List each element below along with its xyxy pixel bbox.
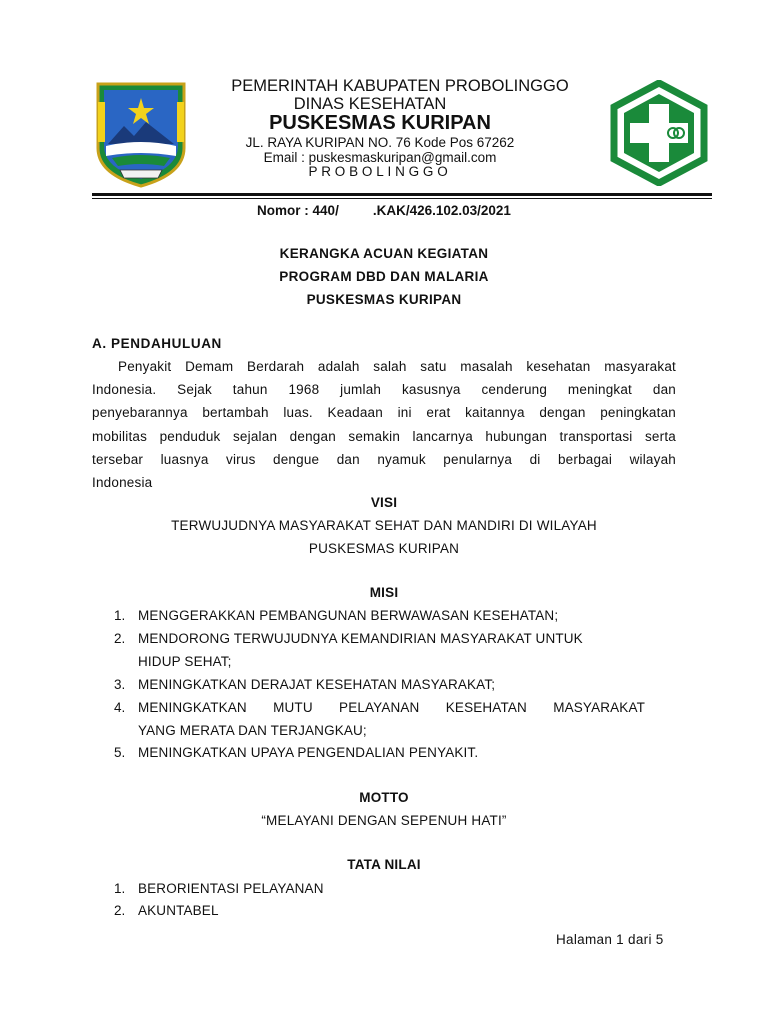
misi-heading: MISI xyxy=(369,585,399,600)
doc-title-line1: KERANGKA ACUAN KEGIATAN xyxy=(279,246,489,261)
list-item-number: 1. xyxy=(114,881,126,896)
list-item-number: 5. xyxy=(114,745,126,760)
page-number: Halaman 1 dari 5 xyxy=(556,932,664,947)
paragraph-line: penyebarannya bertambah luas. Keadaan ini erat kaitannya dengan peningkatan xyxy=(92,405,676,421)
document-number xyxy=(0,203,768,218)
list-item-text: BERORIENTASI PELAYANAN xyxy=(138,881,324,896)
list-item xyxy=(0,723,768,745)
list-item-text: HIDUP SEHAT; xyxy=(138,654,232,669)
paragraph-line: mobilitas penduduk sejalan dengan semakin lancarnya hubungan transportasi serta xyxy=(92,428,676,444)
list-item-number: 3. xyxy=(114,677,126,692)
letterhead-divider-thin xyxy=(92,198,712,199)
puskesmas-cross-logo-icon xyxy=(608,80,710,186)
list-item-number: 2. xyxy=(114,631,126,646)
regency-coat-of-arms-icon xyxy=(94,78,188,188)
letterhead-email: Email : puskesmaskuripan@gmail.com xyxy=(263,150,497,165)
list-item-number: 4. xyxy=(114,700,126,715)
list-item xyxy=(0,608,768,630)
list-item xyxy=(0,631,768,653)
paragraph-line: Indonesia xyxy=(92,474,153,490)
tata-nilai-heading: TATA NILAI xyxy=(347,857,421,872)
doc-title-line2: PROGRAM DBD DAN MALARIA xyxy=(279,269,489,284)
list-item-text: AKUNTABEL xyxy=(138,903,219,918)
list-item xyxy=(0,881,768,903)
list-item xyxy=(0,700,768,722)
visi-text-line1: TERWUJUDNYA MASYARAKAT SEHAT DAN MANDIRI DI WILAYAH xyxy=(171,518,597,533)
list-item-text: MENINGKATKAN DERAJAT KESEHATAN MASYARAKAT; xyxy=(138,677,496,692)
pendahuluan-paragraph xyxy=(92,355,676,494)
letterhead-city: PROBOLINGGO xyxy=(308,164,452,179)
list-item xyxy=(0,677,768,699)
list-item xyxy=(0,903,768,925)
paragraph-line: Indonesia. Sejak tahun 1968 jumlah kasusnya cenderung meningkat dan xyxy=(92,382,676,398)
motto-heading: MOTTO xyxy=(359,790,409,805)
paragraph-line: Penyakit Demam Berdarah adalah salah satu masalah kesehatan masyarakat xyxy=(118,359,676,374)
list-item-number: 1. xyxy=(114,608,126,623)
list-item-text: MENINGKATKAN MUTU PELAYANAN KESEHATAN MASYARAKAT xyxy=(138,700,645,715)
letterhead-government: PEMERINTAH KABUPATEN PROBOLINGGO xyxy=(231,77,569,95)
visi-heading: VISI xyxy=(370,495,398,510)
document-number-prefix: Nomor : 440/ xyxy=(257,203,339,218)
letterhead-address: JL. RAYA KURIPAN NO. 76 Kode Pos 67262 xyxy=(245,135,515,150)
doc-title-line3: PUSKESMAS KURIPAN xyxy=(306,292,462,307)
list-item-number: 2. xyxy=(114,903,126,918)
list-item-text: MENGGERAKKAN PEMBANGUNAN BERWAWASAN KESEHATAN; xyxy=(138,608,559,623)
list-item-text: YANG MERATA DAN TERJANGKAU; xyxy=(138,723,367,738)
motto-text: “MELAYANI DENGAN SEPENUH HATI” xyxy=(261,813,507,828)
letterhead-divider xyxy=(92,193,712,196)
document-number-suffix: .KAK/426.102.03/2021 xyxy=(372,203,511,218)
list-item-text: MENINGKATKAN UPAYA PENGENDALIAN PENYAKIT. xyxy=(138,745,479,760)
letterhead-department: DINAS KESEHATAN xyxy=(293,95,447,113)
list-item xyxy=(0,654,768,676)
paragraph-line: tersebar luasnya virus dengue dan nyamuk penularnya di berbagai wilayah xyxy=(92,451,676,467)
section-heading-pendahuluan: A. PENDAHULUAN xyxy=(92,336,222,351)
list-item xyxy=(0,745,768,767)
list-item-text: MENDORONG TERWUJUDNYA KEMANDIRIAN MASYARAKAT UNTUK xyxy=(138,631,583,646)
visi-text-line2: PUSKESMAS KURIPAN xyxy=(308,541,460,556)
letterhead-institution: PUSKESMAS KURIPAN xyxy=(269,112,491,134)
